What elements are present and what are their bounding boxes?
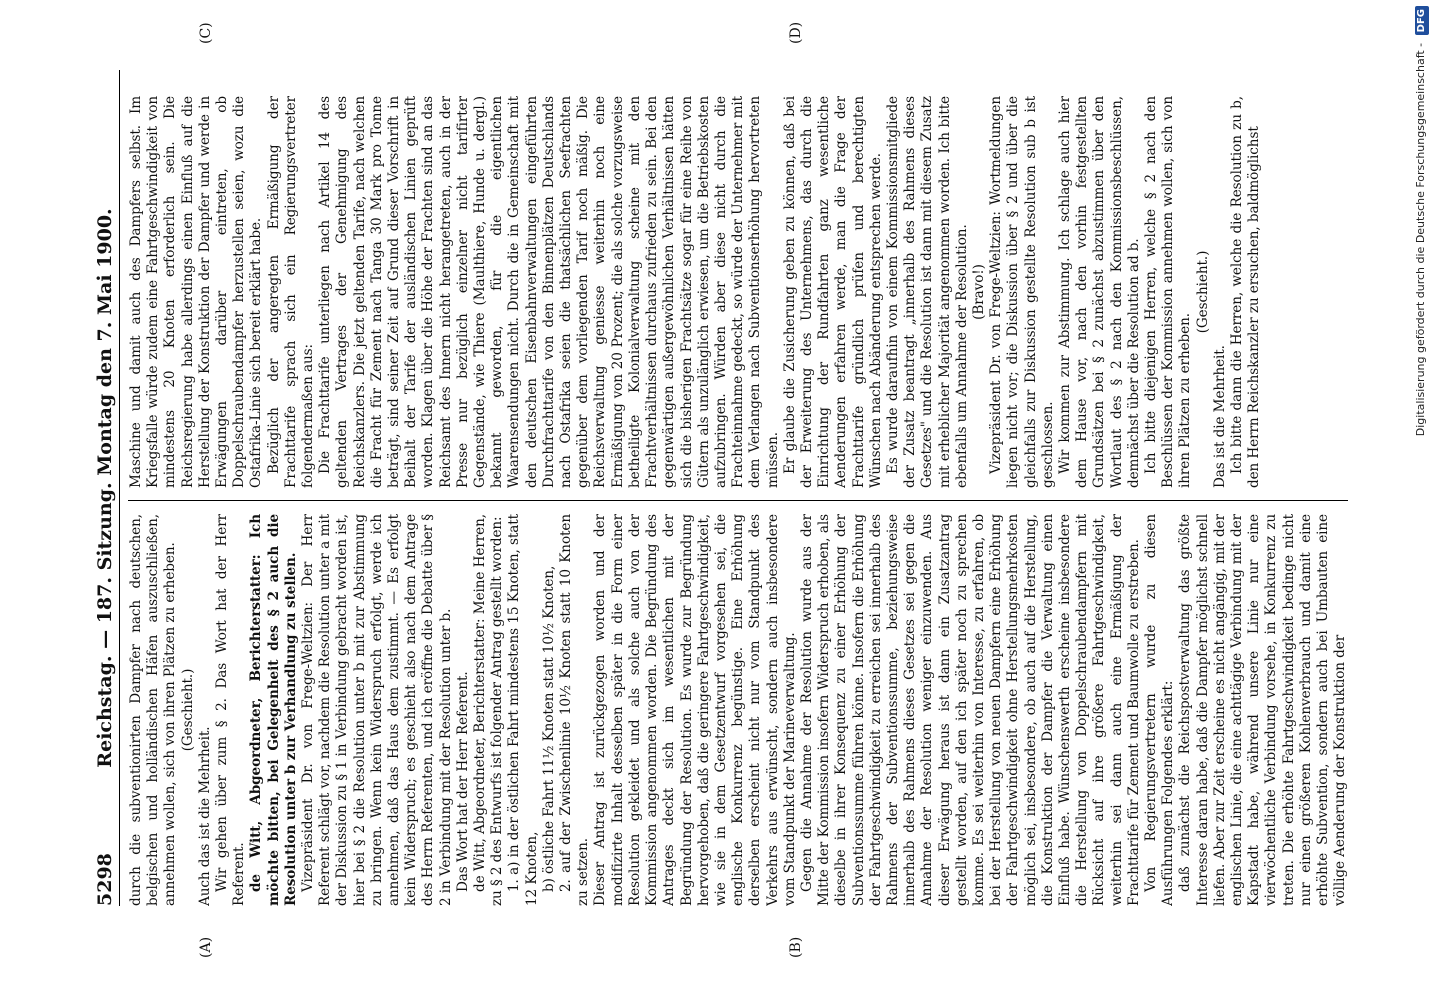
margin-marker-c: (C)	[198, 22, 214, 44]
paragraph: durch die subventionirten Dampfer nach deutschen, belgischen und holländischen Häfen auszuschließen, annehmen wollen, sich von ihren Plätzen zu erheben.	[128, 514, 179, 906]
margin-marker-a: (A)	[198, 936, 214, 958]
paragraph: 2. auf der Zwischenlinie 10½ Knoten statt 10 Knoten zu setzen.	[558, 514, 592, 906]
paragraph: daß zunächst die Reichspostverwaltung das größte Interesse daran habe, daß die Dampfer möglichst schnell liefen. Aber zur Zeit erscheine es nicht angängig, mit der englischen Linie, die eine achttägige Verbindung mit der Kapstadt habe, während unsere Linie nur eine vierwöchentliche Verbindung vorsehe, in Konkurrenz zu treten. Die erhöhte Fahrtgeschwindigkeit bedinge nicht nur einen größeren Kohlenverbrauch und damit eine erhöhte Subvention, sondern auch bei Umbauten eine völlige Aenderung der Konstruktion der	[1177, 514, 1348, 906]
paragraph: (Geschieht.)	[179, 668, 196, 752]
paragraph: Vizepräsident Dr. von Frege-Weltzien: Wortmeldungen liegen nicht vor; die Diskussion über § 2 und über die gleichfalls zur Diskussion gestellte Resolution sub b ist geschlossen.	[988, 96, 1056, 488]
paragraph: de Witt, Abgeordneter, Berichterstatter: Ich möchte bitten, bei Gelegenheit des § 2 auch die Resolution unter b zur Verhandlung zu stellen.	[248, 514, 299, 906]
paragraph: Bezüglich der angeregten Ermäßigung der Frachttarife sprach sich ein Regierungsvertreter folgendermaßen aus:	[265, 96, 317, 488]
paragraph: Ich bitte diejenigen Herren, welche § 2 nach den Beschlüssen der Kommission annehmen wollen, sich von ihren Plätzen zu erheben.	[1142, 96, 1194, 488]
margin-marker-b: (B)	[788, 936, 804, 958]
credit-text: Digitalisierung gefördert durch die Deutsche Forschungsgemeinschaft -	[1414, 42, 1427, 437]
digitization-credit	[1412, 6, 1430, 606]
text-columns	[128, 21, 1348, 958]
paragraph: b) östliche Fahrt 11½ Knoten statt 10½ Knoten,	[540, 565, 557, 892]
credit-text-line	[1412, 6, 1430, 588]
dfg-logo: DFG	[1415, 6, 1429, 35]
paragraph: Von Regierungsvertretern wurde zu diesen Ausführungen Folgendes erklärt:	[1142, 514, 1177, 906]
right-column	[128, 96, 1348, 488]
page-number: 5298	[94, 853, 116, 906]
page-header	[93, 70, 120, 906]
paragraph: 1. a) in der östlichen Fahrt mindestens 15 Knoten, statt 12 Knoten,	[506, 514, 540, 906]
column-divider	[128, 500, 1348, 501]
paragraph: Wir kommen zur Abstimmung. Ich schlage auch hier dem Hause vor, nach den vorhin festgestellten Grundsätzen bei § 2 zunächst abzustimmen über den Wortlaut des § 2 nach den Kommissionsbeschlüssen, demnächst über die Resolution ad b.	[1056, 96, 1142, 488]
left-column	[128, 514, 1348, 906]
rotated-document-page	[57, 21, 1377, 970]
paragraph: Auch das ist die Mehrheit.	[196, 726, 213, 906]
paragraph: Gegen die Annahme der Resolution wurde aus der Mitte der Kommission insofern Widerspruch erhoben, als dieselbe in ihrer Konsequenz zu einer Erhöhung der Subventionssumme führen könne. Insofern die Erhöhung der Fahrtgeschwindigkeit zu erreichen sei innerhalb des Rahmens der Subventionssumme, beziehungsweise innerhalb des Rahmens dieses Gesetzes sei gegen die Annahme der Resolution weniger einzuwenden. Aus dieser Erwägung heraus ist dann ein Zusatzantrag gestellt worden, auf den ich später noch zu sprechen komme. Es sei weiterhin von Interesse, zu erfahren, ob bei der Herstellung von neuen Dampfern eine Erhöhung der Fahrtgeschwindigkeit ohne Herstellungsmehrkosten möglich sei, insbesondere, ob auch auf die Herstellung, die Konstruktion der Dampfer die Verwaltung einen Einfluß habe. Wünschenswerth erscheine insbesondere die Herstellung von Doppelschraubendampfern mit Rücksicht auf ihre größere Fahrtgeschwindigkeit, weiterhin sei dann auch eine Ermäßigung der Frachttarife für Zement und Baumwolle zu erstreben.	[798, 514, 1142, 906]
paragraph: (Bravo!)	[970, 264, 987, 320]
margin-marker-d: (D)	[788, 21, 804, 44]
paragraph: (Geschieht.)	[1194, 250, 1211, 334]
paragraph: Dieser Antrag ist zurückgezogen worden und der modifizirte Inhalt desselben später in die Form einer Resolution gekleidet und als solche auch von der Kommission angenommen worden. Die Begründung des Antrages deckt sich im wesentlichen mit der Begründung der Resolution. Es wurde zur Begründung hervorgehoben, daß die geringere Fahrtgeschwindigkeit, wie sie in dem Gesetzentwurf vorgesehen sei, die englische Konkurrenz begünstige. Eine Erhöhung derselben erscheint nicht nur vom Standpunkt des Verkehrs aus erwünscht, sondern auch insbesondere vom Standpunkt der Marineverwaltung.	[592, 514, 798, 906]
paragraph: Es wurde daraufhin von einem Kommissionsmitgliede der Zusatz beantragt „innerhalb des Rahmens dieses Gesetzes" und die Resolution ist dann mit diesem Zusatz mit erheblicher Majorität angenommen worden. Ich bitte ebenfalls um Annahme der Resolution.	[884, 96, 970, 488]
paragraph: Das ist die Mehrheit.	[1211, 345, 1228, 488]
paragraph: Wir gehen über zum § 2. Das Wort hat der Herr Referent.	[214, 514, 248, 906]
paragraph: Das Wort hat der Herr Referent.	[454, 671, 471, 892]
paragraph: Vizepräsident Dr. von Frege-Weltzien: Der Herr Referent schlägt vor, nachdem die Resolution unter a mit der Diskussion zu § 1 in Verbindung gebracht worden ist, hier bei § 2 die Resolution unter b mit zur Abstimmung zu bringen. Wenn kein Widerspruch erfolgt, werde ich annehmen, daß das Haus dem zustimmt. — Es erfolgt kein Widerspruch; es geschieht also nach dem Antrage des Herrn Referenten, und ich eröffne die Debatte über § 2 in Verbindung mit der Resolution unter b.	[300, 514, 454, 906]
paragraph: Ich bitte dann die Herren, welche die Resolution zu b, den Herrn Reichskanzler zu ersuchen, baldmöglichst	[1229, 96, 1263, 488]
paragraph: de Witt, Abgeordneter, Berichterstatter: Meine Herren, zu § 2 des Entwurfs ist folgender Antrag gestellt worden:	[472, 514, 506, 906]
paragraph: Er glaube die Zusicherung geben zu können, daß bei der Erweiterung des Unternehmens, das durch die Einrichtung der Rundfahrten ganz wesentliche Aenderungen erfahren werde, man die Frage der Frachttarife gründlich prüfen und berechtigten Wünschen nach Abänderung entsprechen werde.	[781, 96, 884, 488]
paragraph: Maschine und damit auch des Dampfers selbst. Im Kriegsfalle würde zudem eine Fahrtgeschwindigkeit von mindestens 20 Knoten erforderlich sein. Die Reichsregierung habe allerdings einen Einfluß auf die Herstellung der Konstruktion der Dampfer und werde in Erwägungen darüber eintreten, ob Doppelschraubendampfer herzustellen seien, wozu die Ostafrika-Linie sich bereit erklärt habe.	[128, 96, 265, 488]
header-title: Reichstag. — 187. Sitzung. Montag den 7. Mai 1900.	[94, 208, 116, 768]
paragraph: Die Frachttarife unterliegen nach Artikel 14 des geltenden Vertrages der Genehmigung des Reichskanzlers. Die jetzt geltenden Tarife, nach welchen die Fracht für Zement nach Tanga 30 Mark pro Tonne beträgt, sind seiner Zeit auf Grund dieser Vorschrift in Beihalt der Tarife der ausländischen Linien geprüft worden. Klagen über die Höhe der Frachten sind an das Reichsamt des Innern nicht herangetreten, auch in der Presse nur bezüglich einzelner nicht tarifirter Gegenstände, wie Thiere (Maulthiere, Hunde u. dergl.) bekannt geworden, für die eigentlichen Waarensendungen nicht. Durch die in Gemeinschaft mit den deutschen Eisenbahnverwaltungen eingeführten Durchfrachttarife von den Binnenplätzen Deutschlands nach Ostafrika seien die thatsächlichen Seefrachten gegenüber dem vorliegenden Tarif noch mäßig. Die Reichsverwaltung geniesse weiterhin noch eine Ermäßigung von 20 Prozent; die als solche vorzugsweise betheiligte Kolonialverwaltung scheine mit den Frachtverhältnissen durchaus zufrieden zu sein. Bei den gegenwärtigen außergewöhnlichen Verhältnissen hätten sich die bisherigen Frachtsätze sogar für eine Reihe von Gütern als unzulänglich erwiesen, um die Betriebskosten aufzubringen. Würden aber diese nicht durch die Frachteinnahme gedeckt, so würde der Unternehmer mit dem Verlangen nach Subventionserhöhung hervortreten müssen.	[317, 96, 781, 488]
